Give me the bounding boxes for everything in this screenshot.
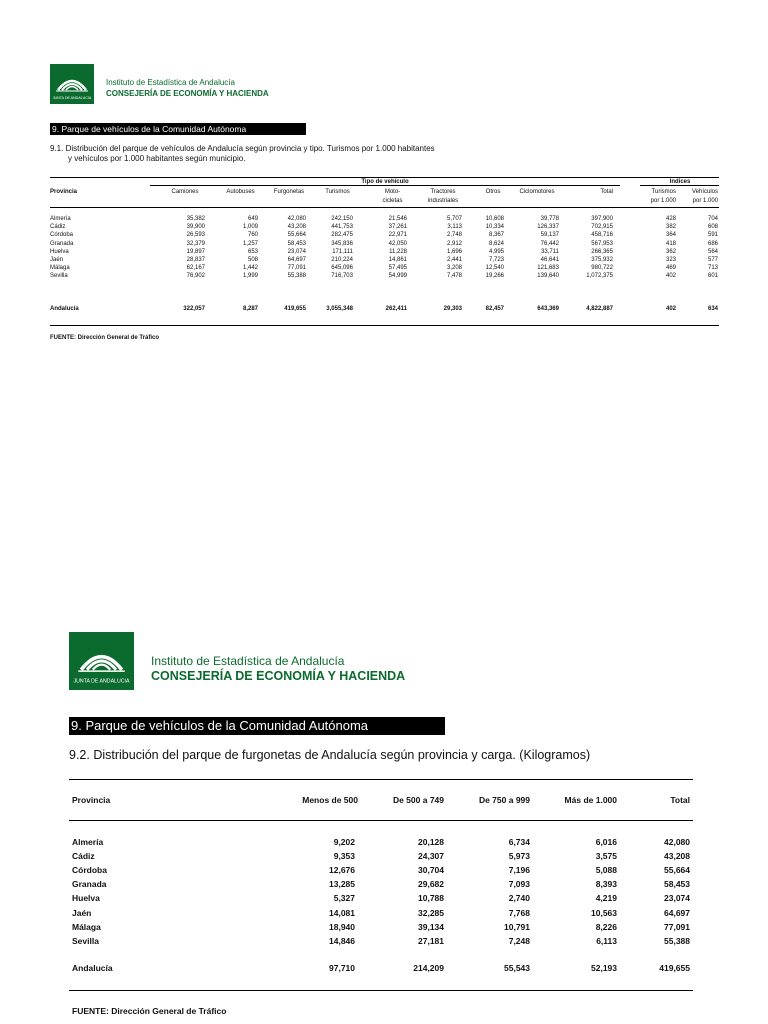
table2-cell-de-750-a-999: 7,093 — [508, 879, 530, 890]
table1-cell-camiones: 35,382 — [186, 216, 205, 222]
table1-cell-total: 375,932 — [591, 257, 613, 263]
table1-header-otros: Otros — [485, 189, 501, 195]
table1-cell-camiones: 32,379 — [186, 240, 205, 247]
table1-cell-provincia: Andalucía — [50, 306, 79, 312]
table1-cell-ciclomotores: 59,137 — [540, 232, 559, 239]
table2-cell-menos-500: 9,202 — [333, 837, 355, 847]
table1-cell-turismos: 345,836 — [331, 240, 353, 247]
table2-cell-provincia: Cádiz — [72, 851, 95, 862]
table2-cell-mas-de-1000: 6,016 — [595, 837, 617, 847]
table1-cell-tractores: 7,478 — [446, 273, 462, 280]
table2-cell-mas-de-1000: 3,575 — [595, 851, 617, 862]
table1-cell-ciclomotores: 33,711 — [541, 248, 559, 255]
table1-cell-furgonetas: 77,091 — [287, 265, 306, 272]
table2-title: 9.2. Distribución del parque de furgonetas de Andalucía según provincia y carga. (Kilogramos) — [69, 748, 591, 762]
table1-cell-vehiculos-por-1000: 634 — [707, 306, 718, 312]
table1-cell-ciclomotores: 121,683 — [537, 265, 559, 272]
table1-cell-autobuses: 508 — [247, 257, 258, 263]
table1-header-ciclomotores: Ciclomotores — [519, 189, 555, 195]
table1-cell-furgonetas: 42,080 — [287, 216, 306, 222]
table2-cell-provincia: Córdoba — [72, 865, 107, 876]
table2-cell-de-500-a-749: 24,307 — [418, 851, 444, 862]
table1-cell-provincia: Jaén — [50, 257, 64, 263]
table1-cell-turismos-por-1000: 362 — [665, 248, 676, 255]
table2-cell-provincia: Jaén — [72, 907, 92, 918]
table1-cell-provincia: Granada — [50, 240, 74, 247]
table1-cell-otros: 4,995 — [488, 248, 504, 255]
table2-header-total: Total — [670, 795, 690, 805]
table1-group-rule-tipo — [150, 185, 620, 186]
table1-cell-total: 458,716 — [591, 232, 613, 239]
table1-cell-turismos: 3,055,348 — [326, 306, 353, 312]
table2-header-menos-500: Menos de 500 — [302, 795, 358, 805]
table1-cell-otros: 12,540 — [485, 265, 504, 272]
table1-cell-otros: 19,266 — [485, 273, 504, 280]
table2-cell-de-750-a-999: 2,740 — [508, 893, 530, 904]
table2-cell-total: 23,074 — [664, 893, 690, 904]
table1-cell-autobuses: 760 — [247, 232, 258, 239]
table2-cell-menos-500: 12,676 — [329, 865, 355, 876]
table2-cell-total: 43,208 — [664, 851, 690, 862]
table1-title-line2: y vehículos por 1.000 habitantes según municipio. — [68, 154, 246, 163]
table1-header-ind-turismos-1: Turismos — [651, 189, 676, 195]
table1-source: FUENTE: Dirección General de Tráfico — [50, 335, 160, 341]
table1-cell-motocicletas: 14,861 — [388, 257, 407, 263]
junta-andalucia-emblem-icon — [50, 64, 94, 104]
table1-cell-vehiculos-por-1000: 564 — [707, 248, 718, 255]
table1-cell-tractores: 3,113 — [447, 224, 462, 231]
table1-cell-vehiculos-por-1000: 601 — [707, 273, 718, 280]
table1-cell-ciclomotores: 46,641 — [540, 257, 559, 263]
table1-cell-ciclomotores: 39,778 — [540, 216, 559, 222]
table2-cell-total: 58,453 — [664, 879, 690, 890]
table1-header-autobuses: Autobuses — [226, 189, 255, 195]
table1-cell-motocicletas: 11,228 — [389, 248, 407, 255]
table1-cell-tractores: 5,707 — [446, 216, 462, 222]
table1-cell-turismos-por-1000: 418 — [665, 240, 676, 247]
table2-cell-mas-de-1000: 4,219 — [595, 893, 617, 904]
table1-cell-otros: 7,723 — [488, 257, 504, 263]
table1-cell-vehiculos-por-1000: 577 — [707, 257, 718, 263]
table2-cell-de-750-a-999: 5,973 — [508, 851, 530, 862]
table2-cell-mas-de-1000: 8,393 — [595, 879, 617, 890]
table2-cell-mas-de-1000: 10,563 — [591, 907, 617, 918]
table1-cell-total: 4,822,887 — [586, 306, 613, 312]
table1-cell-turismos-por-1000: 402 — [665, 273, 676, 280]
org-department-large: CONSEJERÍA DE ECONOMÍA Y HACIENDA — [151, 669, 406, 683]
table1-cell-turismos-por-1000: 382 — [665, 224, 676, 231]
table2-cell-menos-500: 9,353 — [333, 851, 355, 862]
table2-cell-menos-500: 14,846 — [329, 935, 355, 946]
table2-cell-total: 419,655 — [659, 963, 690, 973]
table1-cell-ciclomotores: 76,442 — [540, 240, 559, 247]
table1-cell-turismos: 441,753 — [331, 224, 353, 231]
table1-cell-autobuses: 1,442 — [242, 265, 258, 272]
table2-cell-total: 55,664 — [664, 865, 690, 876]
table2-cell-de-750-a-999: 10,791 — [504, 921, 530, 932]
table1-bottom-rule — [50, 325, 719, 326]
table1-cell-motocicletas: 54,999 — [388, 273, 407, 280]
table1-cell-autobuses: 649 — [247, 216, 258, 222]
table2-cell-de-500-a-749: 214,209 — [413, 963, 444, 973]
table1-cell-tractores: 2,441 — [446, 257, 462, 263]
table1-cell-autobuses: 1,999 — [242, 273, 258, 280]
table1-cell-otros: 8,624 — [488, 240, 504, 247]
table1-cell-furgonetas: 58,453 — [287, 240, 306, 247]
table2-cell-total: 77,091 — [664, 921, 690, 932]
table2-cell-de-500-a-749: 39,134 — [418, 921, 444, 932]
table2-header-rule — [69, 820, 693, 821]
table1-cell-turismos-por-1000: 323 — [665, 257, 676, 263]
table2-cell-de-750-a-999: 7,196 — [508, 865, 530, 876]
table1-cell-provincia: Sevilla — [50, 273, 68, 280]
junta-andalucia-emblem-large-icon — [69, 632, 134, 690]
table2-top-rule — [69, 779, 693, 780]
table1-cell-autobuses: 8,287 — [242, 306, 258, 312]
table1-cell-turismos-por-1000: 364 — [665, 232, 676, 239]
table1-cell-provincia: Córdoba — [50, 232, 74, 239]
table1-cell-turismos-por-1000: 469 — [665, 265, 676, 272]
table1-cell-furgonetas: 23,074 — [287, 248, 306, 255]
table2-header-500-749: De 500 a 749 — [392, 795, 444, 805]
table1-cell-vehiculos-por-1000: 591 — [707, 232, 718, 239]
table2-cell-mas-de-1000: 8,226 — [595, 921, 617, 932]
table1-group-indices: Indices — [669, 179, 691, 185]
table2-cell-de-500-a-749: 30,704 — [418, 865, 444, 876]
table1-cell-turismos: 210,224 — [331, 257, 353, 263]
table2-cell-total: 64,697 — [664, 907, 690, 918]
table2-cell-menos-500: 97,710 — [329, 963, 355, 973]
table1-group-rule-indices — [640, 185, 719, 186]
table2-source: FUENTE: Dirección General de Tráfico — [72, 1006, 227, 1016]
table1-cell-motocicletas: 37,261 — [388, 224, 407, 231]
table1-cell-camiones: 28,837 — [186, 257, 205, 263]
table1-cell-total: 980,722 — [591, 265, 613, 272]
table2-cell-de-500-a-749: 32,285 — [418, 907, 444, 918]
org-name: Instituto de Estadística de Andalucía — [106, 78, 235, 87]
table1-cell-turismos-por-1000: 428 — [665, 216, 676, 222]
table2-cell-mas-de-1000: 6,113 — [596, 935, 617, 946]
table1-cell-autobuses: 1,257 — [242, 240, 258, 247]
logo-large-text: JUNTA DE ANDALUCIA — [73, 678, 130, 685]
table1-cell-motocicletas: 57,495 — [388, 265, 407, 272]
table2-cell-provincia: Málaga — [72, 921, 101, 932]
table2-cell-provincia: Sevilla — [72, 935, 99, 946]
table1-cell-vehiculos-por-1000: 713 — [707, 265, 718, 272]
logo-large — [69, 632, 134, 690]
table1-cell-motocicletas: 22,971 — [388, 232, 407, 239]
table2-cell-provincia: Andalucía — [72, 963, 113, 973]
table1-header-ind-vehiculos-2: por 1.000 — [692, 198, 718, 204]
table1-cell-total: 1,072,375 — [586, 273, 613, 280]
table2-header-provincia: Provincia — [72, 795, 111, 805]
table1-title-line1: 9.1. Distribución del parque de vehículos de Andalucía según provincia y tipo. Turismos por 1.000 habitantes — [50, 144, 435, 153]
table1-cell-otros: 82,457 — [485, 306, 504, 312]
table2-cell-mas-de-1000: 5,088 — [595, 865, 617, 876]
table2-cell-total: 55,388 — [664, 935, 690, 946]
table2-header-mas-1000: Más de 1.000 — [564, 795, 617, 805]
table2-cell-de-500-a-749: 29,682 — [418, 879, 444, 890]
table2-cell-de-500-a-749: 27,181 — [418, 935, 444, 946]
table2-cell-provincia: Huelva — [72, 893, 100, 904]
table1-cell-turismos: 716,703 — [331, 273, 353, 280]
table1-cell-otros: 10,608 — [485, 216, 504, 222]
table1-cell-ciclomotores: 126,337 — [537, 224, 559, 231]
table1-cell-tractores: 29,303 — [443, 306, 462, 312]
table1-cell-tractores: 3,208 — [446, 265, 462, 272]
table2-cell-menos-500: 13,285 — [329, 879, 355, 890]
table1-cell-provincia: Cádiz — [50, 224, 66, 231]
table1-cell-total: 567,953 — [591, 240, 613, 247]
table2-cell-menos-500: 5,327 — [333, 893, 355, 904]
table2-cell-provincia: Almería — [72, 837, 104, 847]
table1-cell-total: 266,365 — [591, 248, 613, 255]
table2-cell-total: 42,080 — [664, 837, 690, 847]
table1-header-ind-turismos-2: por 1.000 — [650, 198, 676, 204]
table1-cell-turismos-por-1000: 402 — [665, 306, 676, 312]
table1-cell-furgonetas: 43,208 — [287, 224, 306, 231]
table1-cell-camiones: 26,593 — [186, 232, 205, 239]
table1-cell-camiones: 19,897 — [186, 248, 205, 255]
table1-cell-otros: 10,334 — [485, 224, 504, 231]
table1-header-rule — [50, 207, 719, 208]
table2-cell-de-750-a-999: 7,248 — [508, 935, 530, 946]
table1-cell-motocicletas: 42,050 — [388, 240, 407, 247]
table2-cell-provincia: Granada — [72, 879, 107, 890]
table1-cell-motocicletas: 262,411 — [385, 306, 407, 312]
table1-header-moto-1: Moto- — [384, 189, 401, 195]
logo-text: JUNTA DE ANDALUCIA — [52, 96, 92, 100]
table2-cell-mas-de-1000: 52,193 — [591, 963, 617, 973]
table1-cell-turismos: 645,096 — [331, 265, 353, 272]
section-title: 9. Parque de vehículos de la Comunidad Autónoma — [50, 123, 306, 135]
table1-cell-turismos: 282,475 — [331, 232, 353, 239]
section-title-large: 9. Parque de vehículos de la Comunidad Autónoma — [69, 717, 445, 735]
table1-cell-turismos: 171,111 — [332, 248, 353, 255]
table1-cell-total: 397,900 — [591, 216, 613, 222]
table2-cell-de-500-a-749: 20,128 — [418, 837, 444, 847]
table1-cell-vehiculos-por-1000: 686 — [707, 240, 718, 247]
table2-cell-de-750-a-999: 7,768 — [508, 907, 530, 918]
table1-cell-tractores: 2,748 — [446, 232, 462, 239]
table1-cell-furgonetas: 64,697 — [287, 257, 306, 263]
logo — [50, 64, 94, 104]
table2-header-750-999: De 750 a 999 — [478, 795, 530, 805]
table1-cell-camiones: 39,900 — [186, 224, 205, 231]
table1-cell-camiones: 322,057 — [183, 306, 205, 312]
table1-cell-autobuses: 1,009 — [242, 224, 258, 231]
table1-header-ind-vehiculos-1: Vehículos — [691, 189, 718, 195]
table1-header-turismos: Turismos — [325, 189, 350, 195]
table1-header-tractores-1: Tractores — [430, 189, 456, 195]
table1-cell-vehiculos-por-1000: 704 — [707, 216, 718, 222]
table1-cell-provincia: Málaga — [50, 265, 70, 272]
table1-cell-vehiculos-por-1000: 608 — [707, 224, 718, 231]
table1-cell-total: 702,915 — [591, 224, 613, 231]
table1-cell-furgonetas: 55,664 — [287, 232, 306, 239]
table2-cell-de-750-a-999: 6,734 — [508, 837, 530, 847]
table1-cell-provincia: Almería — [50, 216, 71, 222]
table1-cell-otros: 8,367 — [488, 232, 504, 239]
table1-cell-autobuses: 653 — [247, 248, 258, 255]
table1-header-provincia: Provincia — [50, 189, 78, 195]
table1-cell-provincia: Huelva — [50, 248, 69, 255]
table1-cell-turismos: 242,150 — [331, 216, 353, 222]
table1-header-total: Total — [600, 189, 613, 195]
table1-cell-tractores: 1,696 — [446, 248, 462, 255]
table1-cell-camiones: 62,167 — [186, 265, 205, 272]
table1-cell-camiones: 76,902 — [186, 273, 205, 280]
table1-cell-furgonetas: 419,655 — [284, 306, 306, 312]
org-department: CONSEJERÍA DE ECONOMÍA Y HACIENDA — [106, 89, 269, 98]
table2-bottom-rule — [69, 990, 693, 991]
table1-header-furgonetas: Furgonetas — [273, 189, 305, 195]
table1-cell-furgonetas: 55,388 — [287, 273, 306, 280]
table1-cell-ciclomotores: 139,640 — [537, 273, 559, 280]
org-name-large: Instituto de Estadística de Andalucía — [151, 654, 345, 668]
table1-header-camiones: Camiones — [171, 189, 199, 195]
table1-header-tractores-2: industriales — [427, 198, 459, 204]
table1-group-tipo: Tipo de vehículo — [361, 179, 409, 185]
table2-cell-de-500-a-749: 10,788 — [418, 893, 444, 904]
table1-cell-tractores: 2,912 — [446, 240, 462, 247]
table1-header-moto-2: cicletas — [382, 198, 403, 204]
table2-cell-menos-500: 14,081 — [329, 907, 355, 918]
table1-cell-motocicletas: 21,546 — [388, 216, 407, 222]
table2-cell-de-750-a-999: 55,543 — [504, 963, 530, 973]
table1-cell-ciclomotores: 643,369 — [537, 306, 559, 312]
table2-cell-menos-500: 18,940 — [329, 921, 355, 932]
